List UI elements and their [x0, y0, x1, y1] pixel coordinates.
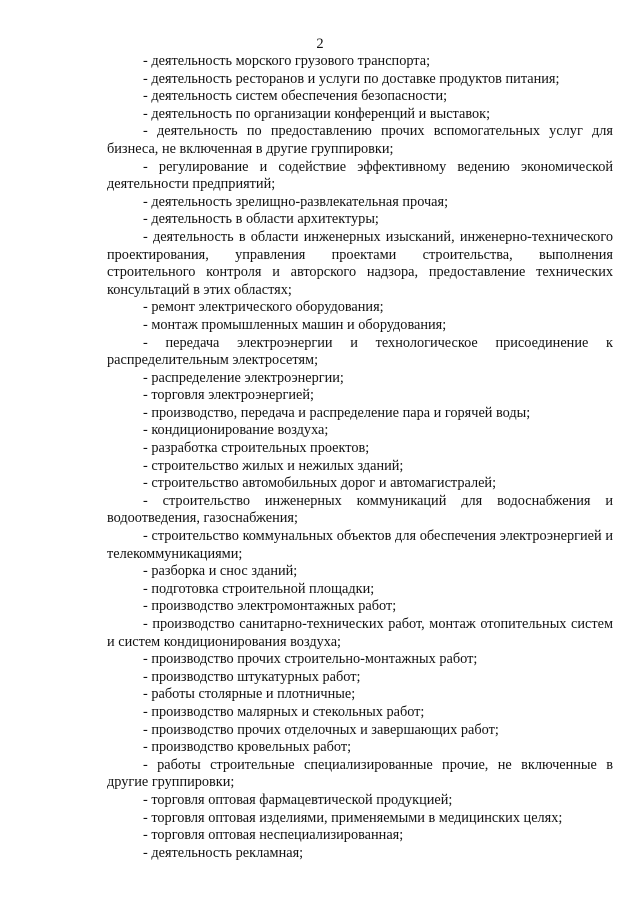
- list-item: - деятельность ресторанов и услуги по доставке продуктов питания;: [143, 70, 560, 87]
- list-item: - торговля оптовая фармацевтической продукцией;: [143, 791, 453, 808]
- list-item: - строительство жилых и нежилых зданий;: [143, 457, 404, 474]
- list-item: - работы столярные и плотничные;: [143, 686, 356, 703]
- list-item: - подготовка строительной площадки;: [143, 580, 375, 597]
- list-item: - разработка строительных проектов;: [143, 440, 370, 457]
- list-item: - производство прочих отделочных и завершающих работ;: [143, 721, 499, 738]
- list-item: - распределение электроэнергии;: [143, 369, 344, 386]
- list-item: - торговля электроэнергией;: [143, 387, 314, 404]
- list-item: - ремонт электрического оборудования;: [143, 299, 384, 316]
- list-item: - строительство автомобильных дорог и автомагистралей;: [143, 475, 497, 492]
- list-item: - деятельность по предоставлению прочих вспомогательных услуг для бизнеса, не включенная в другие группировки;: [107, 123, 613, 157]
- list-item: - производство штукатурных работ;: [143, 668, 361, 685]
- activity-list: [107, 53, 613, 862]
- list-item: - производство прочих строительно-монтажных работ;: [143, 651, 478, 668]
- list-item: - регулирование и содействие эффективному ведению экономической деятельности предприятий;: [107, 158, 613, 193]
- list-item: - деятельность систем обеспечения безопасности;: [143, 88, 448, 105]
- list-item: - передача электроэнергии и технологическое присоединение к распределительным электросетям;: [107, 334, 613, 369]
- list-item: - производство кровельных работ;: [143, 739, 352, 756]
- list-item: - производство малярных и стекольных работ;: [143, 703, 425, 720]
- list-item: - разборка и снос зданий;: [143, 563, 298, 580]
- list-item: - деятельность морского грузового транспорта;: [143, 53, 431, 69]
- list-item: - деятельность по организации конференций и выставок;: [143, 105, 491, 122]
- list-item: - торговля оптовая изделиями, применяемыми в медицинских целях;: [143, 809, 563, 826]
- list-item: - деятельность зрелищно-развлекательная прочая;: [143, 193, 449, 210]
- list-item: - производство электромонтажных работ;: [143, 598, 397, 615]
- list-item: - монтаж промышленных машин и оборудования;: [143, 316, 447, 333]
- list-item: - производство санитарно-технических работ, монтаж отопительных систем и систем кондиционирования воздуха;: [107, 616, 613, 650]
- list-item: - работы строительные специализированные прочие, не включенные в другие группировки;: [107, 756, 613, 791]
- list-item: - торговля оптовая неспециализированная;: [143, 827, 404, 844]
- page-number: 2: [316, 36, 324, 52]
- list-item: - деятельность в области инженерных изысканий, инженерно-технического проектирования, управления проектами строительства, выполнения строительного контроля и авторского надзора, предоставление технических консультаций в этих областях;: [107, 228, 613, 298]
- list-item: - кондиционирование воздуха;: [143, 422, 329, 439]
- list-item: - деятельность рекламная;: [143, 844, 304, 861]
- list-item: - деятельность в области архитектуры;: [143, 211, 379, 228]
- list-item: - строительство инженерных коммуникаций для водоснабжения и водоотведения, газоснабжения;: [107, 492, 613, 527]
- list-item: - строительство коммунальных объектов для обеспечения электроэнергией и телекоммуникациями;: [107, 528, 613, 562]
- list-item: - производство, передача и распределение пара и горячей воды;: [143, 404, 531, 421]
